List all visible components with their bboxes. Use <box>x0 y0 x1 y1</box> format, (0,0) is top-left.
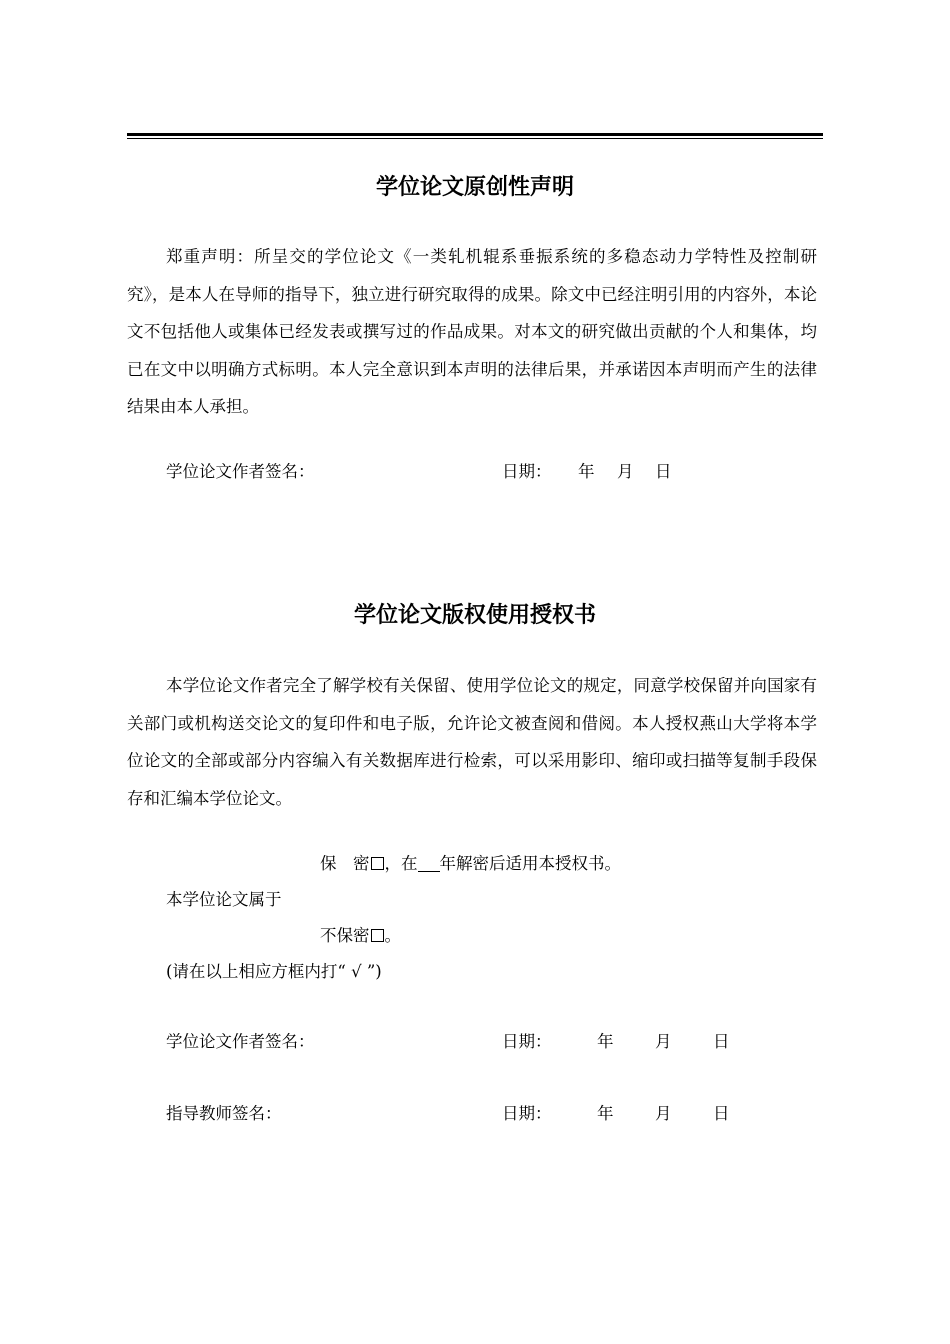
advisor-day-label: 日 <box>713 1104 730 1123</box>
not-secret-option-line <box>320 924 401 948</box>
not-secret-checkbox[interactable] <box>371 929 384 942</box>
declaration-date-label: 日期： <box>502 462 552 481</box>
belongs-label: 本学位论文属于 <box>166 890 282 909</box>
authorization-author-day-label: 日 <box>713 1032 730 1051</box>
advisor-signature-label: 指导教师签名： <box>166 1104 282 1123</box>
secret-option-label: 保 密 <box>320 854 370 873</box>
secret-option-suffix-2: 年解密后适用本授权书。 <box>439 854 621 873</box>
not-secret-option-suffix: 。 <box>384 926 401 945</box>
secret-option-suffix-1: ，在 <box>384 854 418 873</box>
declaration-author-signature-label: 学位论文作者签名： <box>166 462 315 481</box>
secret-checkbox[interactable] <box>371 857 384 870</box>
authorization-title: 学位论文版权使用授权书 <box>353 603 596 628</box>
advisor-year-label: 年 <box>597 1104 614 1123</box>
advisor-month-label: 月 <box>655 1104 672 1123</box>
authorization-paragraph: 本学位论文作者完全了解学校有关保留、使用学位论文的规定，同意学校保留并向国家有关部门或机构送交论文的复印件和电子版，允许论文被查阅和借阅。本人授权燕山大学将本学位论文的全部或部分内容编入有关数据库进行检索，可以采用影印、缩印或扫描等复制手段保存和汇编本学位论文。 <box>127 676 817 808</box>
declaration-paragraph: 郑重声明：所呈交的学位论文《一类轧机辊系垂振系统的多稳态动力学特性及控制研究》，是本人在导师的指导下，独立进行研究取得的成果。除文中已经注明引用的内容外，本论文不包括他人或集体已经发表或撰写过的作品成果。对本文的研究做出贡献的个人和集体，均已在文中以明确方式标明。本人完全意识到本声明的法律后果，并承诺因本声明而产生的法律结果由本人承担。 <box>127 247 817 416</box>
authorization-author-year-label: 年 <box>597 1032 614 1051</box>
authorization-author-signature-label: 学位论文作者签名： <box>166 1032 315 1051</box>
secret-option-line <box>320 852 621 876</box>
authorization-author-month-label: 月 <box>655 1032 672 1051</box>
checkbox-instruction: (请在以上相应方框内打“ √ ”) <box>166 962 382 981</box>
advisor-date-label: 日期： <box>502 1104 552 1123</box>
top-rule-thick <box>127 133 823 136</box>
authorization-author-date-label: 日期： <box>502 1032 552 1051</box>
declaration-month-label: 月 <box>617 462 634 481</box>
declaration-year-label: 年 <box>578 462 595 481</box>
not-secret-option-label: 不保密 <box>320 926 370 945</box>
top-rule-thin <box>127 138 823 139</box>
declaration-title: 学位论文原创性声明 <box>375 175 574 200</box>
secret-years-blank[interactable] <box>418 854 440 872</box>
declaration-day-label: 日 <box>655 462 672 481</box>
